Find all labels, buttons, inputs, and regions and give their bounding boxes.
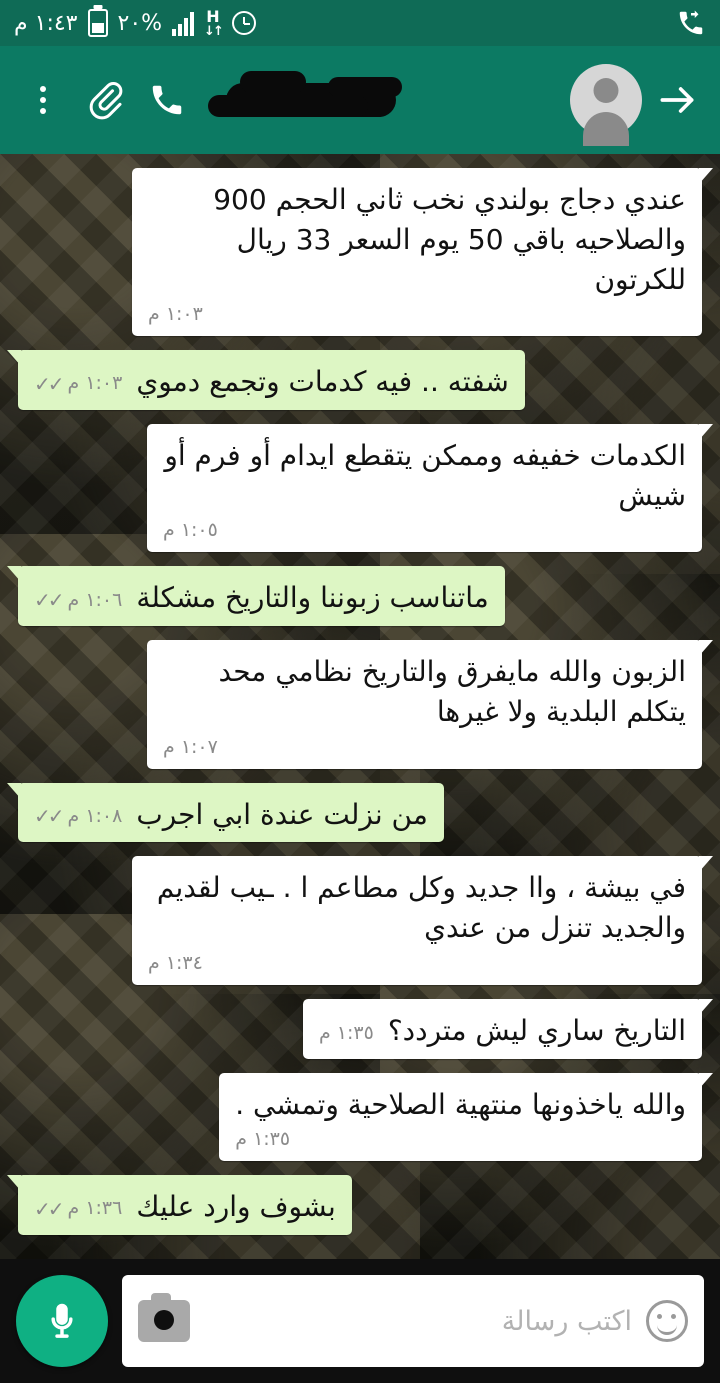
message-row (18, 1073, 702, 1162)
message-meta (34, 1195, 122, 1227)
message-bubble-incoming[interactable] (219, 1073, 702, 1162)
message-input-container[interactable] (122, 1275, 704, 1367)
voice-record-button[interactable] (16, 1275, 108, 1367)
message-row (18, 168, 702, 336)
message-text: التاريخ ساري ليش متردد؟ (387, 1013, 686, 1047)
message-time: ١:٣٥ م (318, 1021, 374, 1044)
message-row (18, 566, 702, 626)
message-bubble-incoming[interactable] (132, 856, 702, 984)
message-meta (163, 734, 686, 761)
message-bubble-outgoing[interactable] (18, 566, 505, 626)
message-text: الزبون والله مايفرق والتاريخ نظامي محد يتكلم البلدية ولا غيرها (218, 655, 686, 728)
back-arrow-icon[interactable] (650, 73, 704, 127)
message-bubble-outgoing[interactable] (18, 1175, 352, 1235)
status-bar-time: ١:٤٣ م (14, 10, 78, 36)
message-text: الكدمات خفيفه وممكن يتقطع ايدام أو فرم أو شيش (164, 438, 686, 512)
message-meta (34, 802, 122, 834)
message-text: من نزلت عندة ابي اجرب (136, 797, 428, 831)
message-row (18, 640, 702, 768)
message-meta (163, 517, 686, 544)
message-text: في بيشة ، واا جديد وكل مطاعم ا . ـيب لقديم والجديد تنزل من عندي (156, 871, 686, 945)
message-text: ماتناسب زبوننا والتاريخ مشكلة (136, 581, 489, 615)
message-bubble-incoming[interactable] (303, 999, 702, 1059)
message-text: والله ياخذونها منتهية الصلاحية وتمشي . (235, 1087, 686, 1121)
attach-icon[interactable] (78, 73, 132, 127)
emoji-icon[interactable] (646, 1300, 688, 1342)
call-icon[interactable] (140, 73, 194, 127)
message-row (18, 999, 702, 1059)
message-meta (235, 1126, 686, 1153)
message-time: ١:٠٨ م (67, 804, 123, 827)
message-time: ١:٠٦ م (67, 588, 123, 611)
message-text: بشوف وارد عليك (136, 1190, 336, 1224)
message-time: ١:٣٤ م (148, 951, 203, 974)
message-time: ١:٠٧ م (163, 735, 218, 758)
call-forward-icon (676, 8, 706, 38)
message-time: ١:٠٥ م (163, 519, 218, 542)
message-list[interactable] (0, 154, 720, 1259)
alarm-clock-icon (232, 11, 256, 35)
read-receipt-icon: ✓✓ (34, 1196, 62, 1221)
message-row (18, 856, 702, 984)
message-meta (319, 1020, 374, 1051)
message-row (18, 783, 702, 843)
message-time: ١:٠٣ م (67, 372, 123, 395)
message-bubble-outgoing[interactable] (18, 783, 444, 843)
avatar[interactable] (570, 64, 642, 136)
read-receipt-icon: ✓✓ (34, 587, 62, 612)
message-bubble-incoming[interactable] (132, 168, 702, 336)
message-row (18, 350, 702, 410)
message-row (18, 1175, 702, 1235)
battery-percent-label: ٢٠% (117, 10, 163, 36)
message-input[interactable]: اكتب رسالة (501, 1305, 632, 1337)
message-meta (148, 950, 686, 977)
message-meta (148, 301, 686, 328)
camera-icon[interactable] (138, 1300, 190, 1342)
composer-bar (0, 1259, 720, 1383)
message-text: شفته .. فيه كدمات وتجمع دموي (136, 365, 509, 399)
message-text: عندي دجاج بولندي نخب ثاني الحجم 900 والصلاحيه باقي 50 يوم السعر 33 ريال للكرتون (213, 183, 686, 296)
read-receipt-icon: ✓✓ (34, 804, 62, 829)
hspa-data-icon: H ↓↑ (204, 6, 222, 39)
message-time: ١:٣٥ م (235, 1128, 291, 1151)
message-meta (34, 370, 122, 402)
network-type-label: H (206, 6, 220, 26)
status-bar (0, 0, 720, 46)
message-bubble-incoming[interactable] (147, 640, 702, 768)
message-meta (34, 586, 122, 618)
chat-top-bar (0, 46, 720, 154)
overflow-menu-icon[interactable] (16, 73, 70, 127)
message-bubble-outgoing[interactable] (18, 350, 525, 410)
contact-name-redacted[interactable] (208, 69, 556, 131)
message-row (18, 424, 702, 552)
message-time: ١:٠٣ م (148, 303, 203, 326)
message-bubble-incoming[interactable] (147, 424, 702, 552)
read-receipt-icon: ✓✓ (34, 371, 62, 396)
signal-bars-icon (172, 10, 194, 36)
message-time: ١:٣٦ م (67, 1197, 123, 1220)
battery-icon (88, 9, 108, 37)
